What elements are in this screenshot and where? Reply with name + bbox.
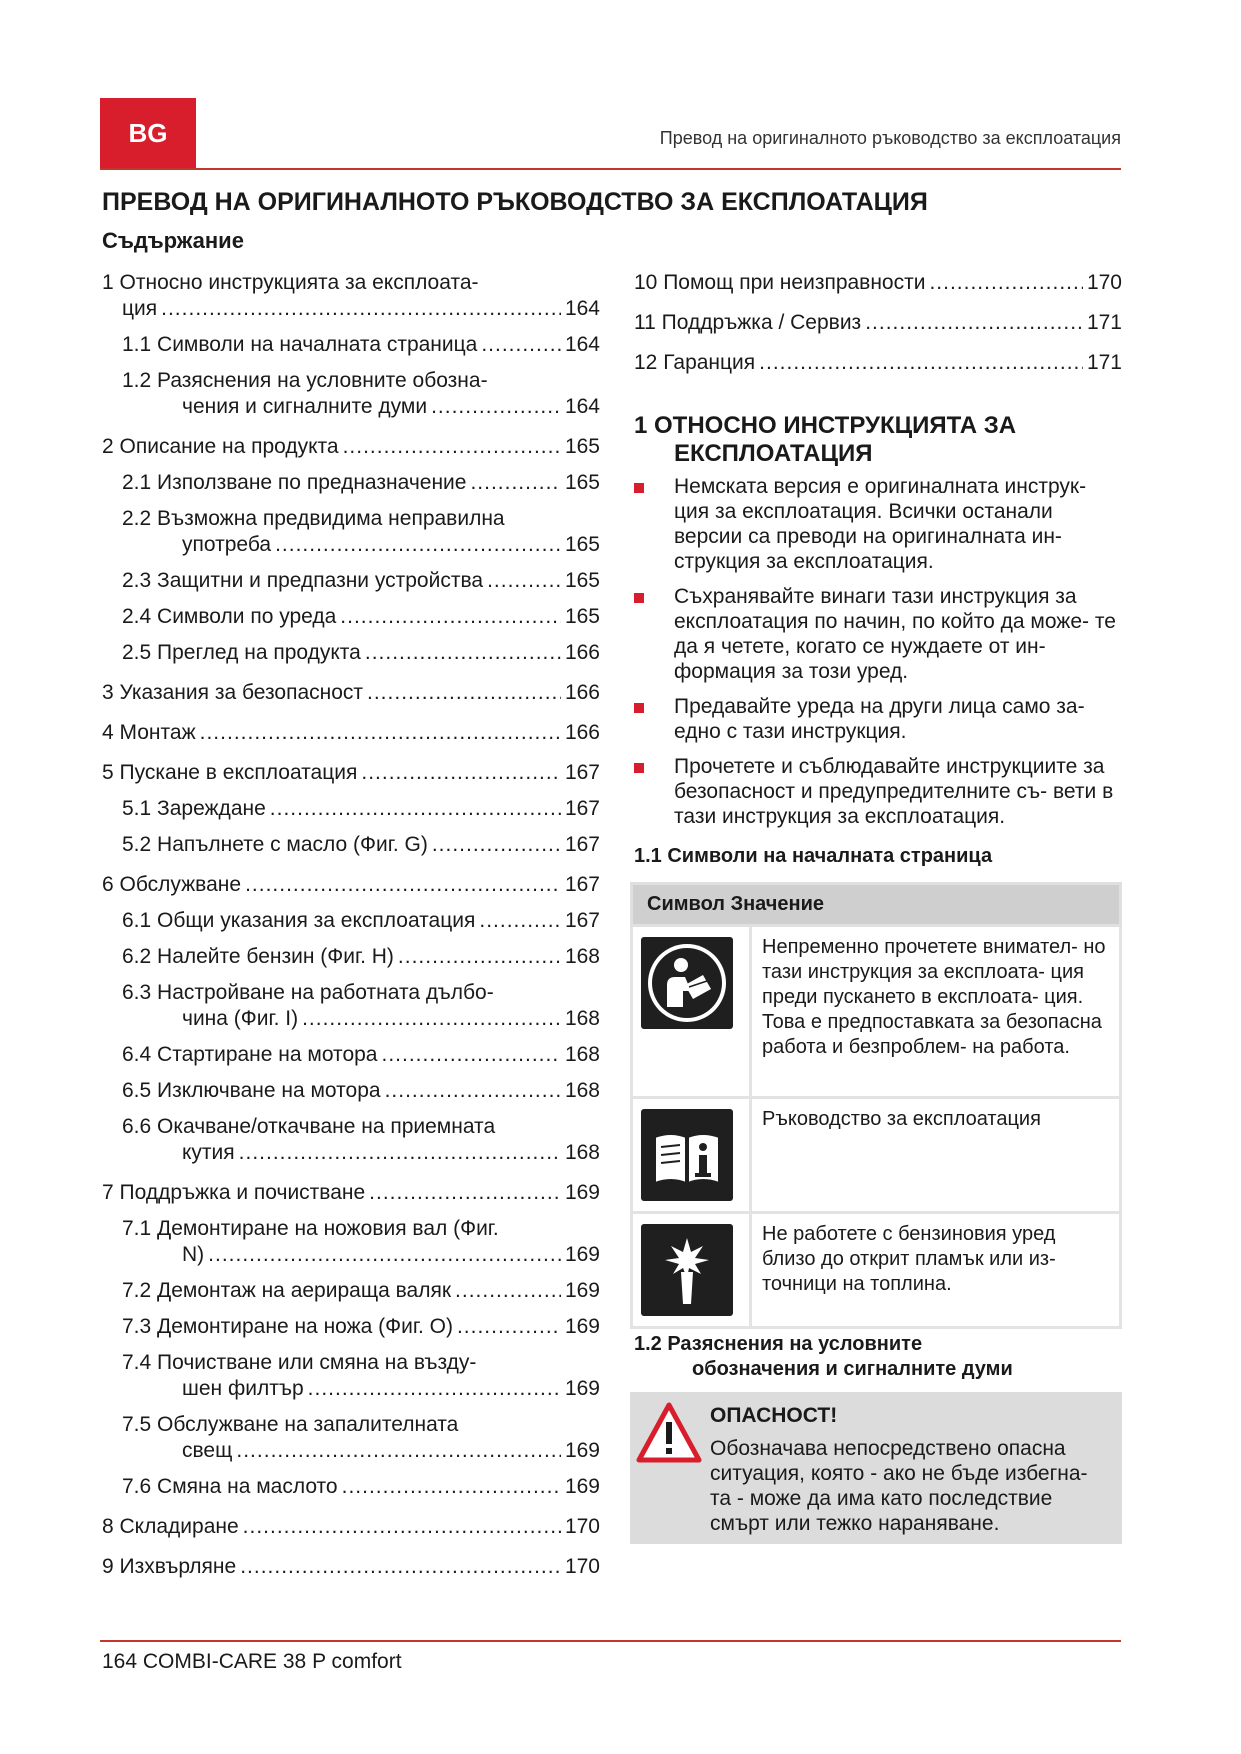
table-row: Непременно прочетете внимател- но тази инструкция за експлоата- ция преди пускането в експлоата- ция. Това е предпоставката за безопасна работа и безпроблем- на работа.	[632, 926, 1121, 1098]
toc-entry[interactable]: 12 Гаранция ..... 171	[634, 350, 1122, 376]
language-badge: BG	[100, 98, 196, 168]
toc-entry[interactable]: 7.5 Обслужване на запалителната свещ ..... 169	[102, 1412, 600, 1464]
toc-entry[interactable]: 2.3 Защитни и предпазни устройства ..... 165	[102, 568, 600, 594]
toc-entry[interactable]: 7.3 Демонтиране на ножа (Фиг. O) ..... 169	[102, 1314, 600, 1340]
toc-entry[interactable]: 7 Поддръжка и почистване ..... 169	[102, 1180, 600, 1206]
list-item: Прочетете и съблюдавайте инструкциите за безопасност и предупредителните съ- вети в тази инструкция за експлоатация.	[634, 754, 1122, 829]
manual-info-icon	[641, 1109, 733, 1201]
toc-entry[interactable]: 5 Пускане в експлоатация ..... 167	[102, 760, 600, 786]
list-item: Предавайте уреда на други лица само за- едно с тази инструкция.	[634, 694, 1122, 744]
document-title: ПРЕВОД НА ОРИГИНАЛНОТО РЪКОВОДСТВО ЗА ЕКСПЛОАТАЦИЯ	[102, 188, 928, 216]
toc-right-column	[634, 270, 1122, 376]
toc-entry[interactable]: 7.6 Смяна на маслото ..... 169	[102, 1474, 600, 1500]
toc-entry[interactable]: 2.2 Възможна предвидима неправилна употреба ..... 165	[102, 506, 600, 558]
toc-title: Съдържание	[102, 228, 244, 253]
toc-entry[interactable]: 1 Относно инструкцията за експлоата- ция ..... 164	[102, 270, 600, 322]
bullet-square-icon	[634, 703, 644, 713]
toc-entry[interactable]: 2.5 Преглед на продукта ..... 166	[102, 640, 600, 666]
toc-entry[interactable]: 5.1 Зареждане ..... 167	[102, 796, 600, 822]
toc-entry[interactable]: 2.4 Символи по уреда ..... 165	[102, 604, 600, 630]
toc-entry[interactable]: 1.2 Разяснения на условните обозна- чения и сигналните думи ..... 164	[102, 368, 600, 420]
section-1-2-heading: 1.2 Разяснения на условните обозначения и сигналните думи	[634, 1333, 1013, 1380]
toc-entry[interactable]: 10 Помощ при неизправности ..... 170	[634, 270, 1122, 296]
toc-entry[interactable]: 4 Монтаж ..... 166	[102, 720, 600, 746]
no-open-flame-icon	[641, 1224, 733, 1316]
section-1-1-heading: 1.1 Символи на началната страница	[634, 845, 993, 867]
toc-entry[interactable]: 7.1 Демонтиране на ножовия вал (Фиг. N) ..... 169	[102, 1216, 600, 1268]
toc-entry[interactable]: 6.2 Налейте бензин (Фиг. H) ..... 168	[102, 944, 600, 970]
bullet-square-icon	[634, 483, 644, 493]
section-1-heading: 1 ОТНОСНО ИНСТРУКЦИЯТА ЗА ЕКСПЛОАТАЦИЯ	[634, 412, 1017, 467]
table-header: Символ Значение	[632, 884, 1121, 926]
bullet-square-icon	[634, 593, 644, 603]
toc-entry[interactable]: 6.5 Изключване на мотора ..... 168	[102, 1078, 600, 1104]
danger-title: ОПАСНОСТ!	[710, 1404, 838, 1427]
running-header: Превод на оригиналното ръководство за експлоатация	[659, 128, 1121, 148]
toc-entry[interactable]: 6.4 Стартиране на мотора ..... 168	[102, 1042, 600, 1068]
toc-entry[interactable]: 7.2 Демонтаж на аерираща валяк ..... 169	[102, 1278, 600, 1304]
toc-left-column	[102, 270, 600, 1580]
toc-entry[interactable]: 6.6 Окачване/откачване на приемната кутия ..... 168	[102, 1114, 600, 1166]
page-footer: 164 COMBI-CARE 38 P comfort	[102, 1650, 402, 1673]
list-item: Немската версия е оригиналната инструк- ция за експлоатация. Всички останали версии са преводи на оригиналната ин- струкция за експлоатация.	[634, 474, 1122, 574]
list-item: Съхранявайте винаги тази инструкция за експлоатация по начин, по който да може- те да я четете, когато се нуждаете от ин- формация за този уред.	[634, 584, 1122, 684]
section-1-bullet-list	[634, 474, 1122, 839]
toc-entry[interactable]: 2 Описание на продукта ..... 165	[102, 434, 600, 460]
read-manual-icon	[641, 937, 733, 1029]
symbols-table	[630, 882, 1122, 1329]
toc-entry[interactable]: 5.2 Напълнете с масло (Фиг. G) ..... 167	[102, 832, 600, 858]
toc-entry[interactable]: 3 Указания за безопасност ..... 166	[102, 680, 600, 706]
danger-text: Обозначава непосредствено опасна ситуация, която - ако не бъде избегна- та - може да има като последствие смърт или тежко нараняване.	[710, 1437, 1088, 1535]
header-divider	[100, 168, 1121, 170]
toc-entry[interactable]: 2.1 Използване по предназначение ..... 165	[102, 470, 600, 496]
toc-entry[interactable]: 6 Обслужване ..... 167	[102, 872, 600, 898]
toc-entry[interactable]: 1.1 Символи на началната страница ..... 164	[102, 332, 600, 358]
table-row: Не работете с бензиновия уред близо до открит пламък или из- точници на топлина.	[632, 1213, 1121, 1328]
toc-entry[interactable]: 6.3 Настройване на работната дълбо- чина (Фиг. I) ..... 168	[102, 980, 600, 1032]
bullet-square-icon	[634, 763, 644, 773]
danger-notice	[630, 1392, 1122, 1544]
footer-divider	[100, 1640, 1121, 1642]
warning-triangle-icon	[636, 1402, 702, 1464]
toc-entry[interactable]: 9 Изхвърляне ..... 170	[102, 1554, 600, 1580]
toc-entry[interactable]: 7.4 Почистване или смяна на възду- шен филтър ..... 169	[102, 1350, 600, 1402]
toc-entry[interactable]: 8 Складиране ..... 170	[102, 1514, 600, 1540]
toc-entry[interactable]: 6.1 Общи указания за експлоатация ..... 167	[102, 908, 600, 934]
toc-entry[interactable]: 11 Поддръжка / Сервиз ..... 171	[634, 310, 1122, 336]
table-row: Ръководство за експлоатация	[632, 1098, 1121, 1213]
